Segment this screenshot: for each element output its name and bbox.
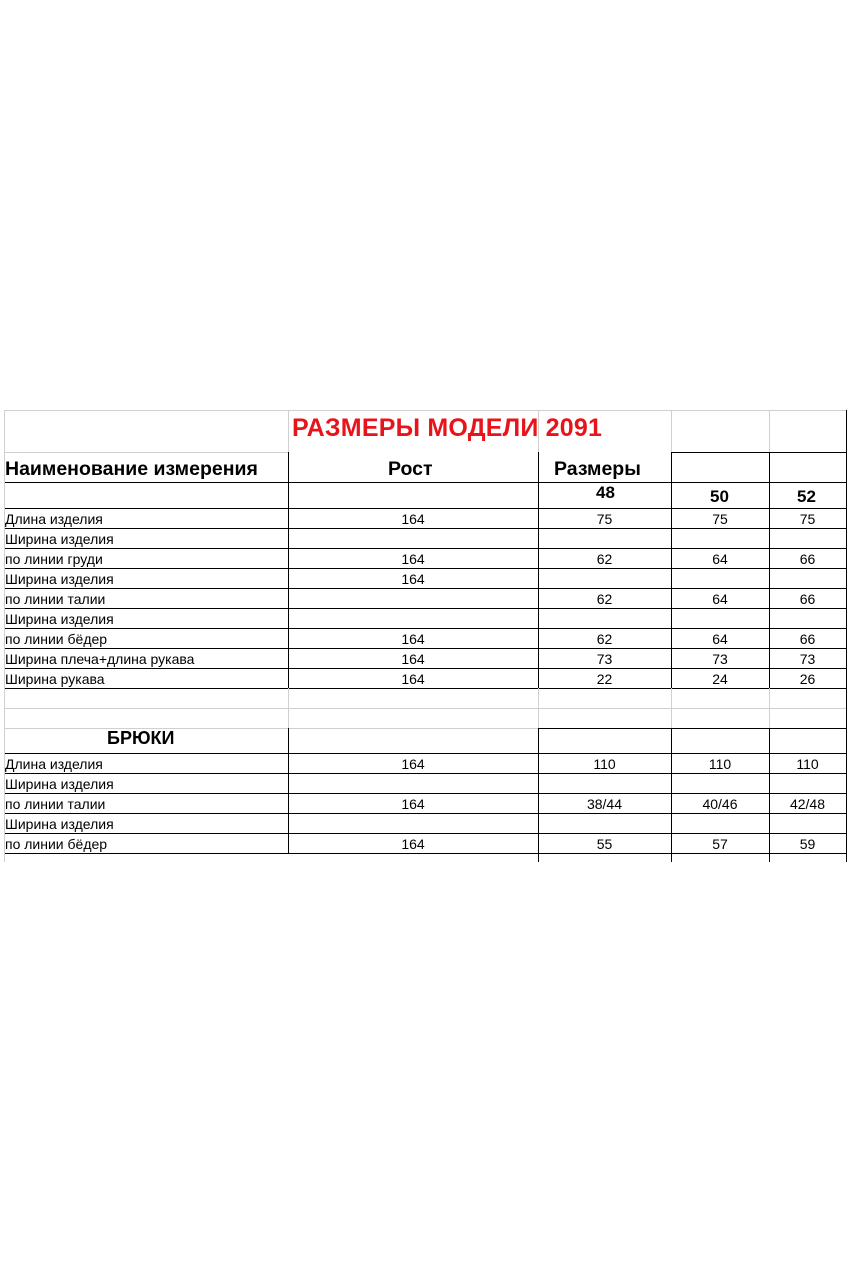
measure-cell-name: Ширина изделия bbox=[5, 611, 114, 627]
measure-cell-s48: 73 bbox=[596, 651, 613, 667]
pants-cell-s48: 55 bbox=[596, 836, 613, 852]
grid-line bbox=[4, 528, 846, 529]
pants-cell-s50 bbox=[671, 773, 769, 793]
pants-row bbox=[4, 793, 846, 813]
measure-row bbox=[4, 548, 846, 568]
grid-line bbox=[4, 548, 846, 549]
grid-line bbox=[4, 410, 5, 862]
grid-line bbox=[288, 688, 289, 728]
grid-line bbox=[288, 452, 289, 688]
measure-cell-height: 164 bbox=[401, 551, 425, 567]
grid-line bbox=[769, 452, 770, 688]
sizes-header: Размеры bbox=[554, 458, 641, 480]
measure-row bbox=[4, 588, 846, 608]
measure-cell-s48: 62 bbox=[596, 591, 613, 607]
pants-cell-s48 bbox=[538, 813, 671, 833]
measure-cell-s48: 62 bbox=[596, 551, 613, 567]
pants-cell-name: Ширина изделия bbox=[5, 816, 114, 832]
size-50: 50 bbox=[710, 487, 729, 506]
grid-line bbox=[4, 568, 846, 569]
pants-cell-s50 bbox=[671, 813, 769, 833]
measure-cell-height bbox=[288, 528, 538, 548]
pants-cell-s48: 110 bbox=[593, 756, 616, 772]
measure-cell-s52: 66 bbox=[799, 551, 816, 567]
grid-line bbox=[4, 588, 846, 589]
measure-row bbox=[4, 528, 846, 548]
measure-cell-s50: 73 bbox=[712, 651, 728, 667]
measure-cell-s48: 22 bbox=[596, 671, 613, 687]
grid-line bbox=[538, 688, 539, 728]
measure-cell-name: по линии груди bbox=[5, 551, 103, 567]
grid-line bbox=[846, 410, 847, 862]
pants-cell-name: Ширина изделия bbox=[5, 776, 114, 792]
pants-cell-height bbox=[288, 773, 538, 793]
measure-cell-s48 bbox=[538, 608, 671, 628]
grid-line bbox=[4, 753, 846, 754]
measure-cell-s52: 73 bbox=[799, 651, 816, 667]
grid-line bbox=[671, 688, 672, 728]
pants-row bbox=[4, 753, 846, 773]
pants-row bbox=[4, 773, 846, 793]
measure-cell-height: 164 bbox=[401, 511, 425, 527]
grid-line bbox=[4, 773, 846, 774]
measure-cell-s50: 64 bbox=[712, 591, 728, 607]
grid-line bbox=[4, 648, 846, 649]
grid-line bbox=[4, 793, 846, 794]
grid-line bbox=[288, 410, 289, 452]
measure-cell-name: по линии бёдер bbox=[5, 631, 108, 647]
measure-row bbox=[4, 568, 846, 588]
measure-cell-height bbox=[288, 608, 538, 628]
size-numbers-row bbox=[4, 482, 846, 508]
grid-line bbox=[4, 688, 846, 689]
table-title: РАЗМЕРЫ МОДЕЛИ 2091 bbox=[292, 414, 603, 442]
grid-line bbox=[671, 452, 846, 453]
pants-cell-s50: 110 bbox=[708, 756, 732, 772]
grid-line bbox=[538, 728, 846, 729]
measure-row bbox=[4, 608, 846, 628]
measure-cell-name: Ширина изделия bbox=[5, 531, 114, 547]
pants-cell-s48 bbox=[538, 773, 671, 793]
measure-cell-s52 bbox=[769, 528, 846, 548]
measure-row bbox=[4, 668, 846, 688]
pants-cell-height: 164 bbox=[401, 796, 425, 812]
measure-cell-s50: 64 bbox=[712, 551, 728, 567]
grid-line bbox=[538, 728, 539, 862]
pants-cell-s52: 110 bbox=[796, 756, 819, 772]
pants-cell-s52 bbox=[769, 773, 846, 793]
pants-cell-s50: 40/46 bbox=[702, 796, 738, 812]
grid-line bbox=[4, 608, 846, 609]
pants-cell-s52: 42/48 bbox=[789, 796, 826, 812]
grid-line bbox=[4, 708, 846, 709]
size-table bbox=[4, 410, 846, 862]
grid-line bbox=[4, 410, 846, 411]
pants-cell-name: по линии талии bbox=[5, 796, 106, 812]
measure-cell-s52: 66 bbox=[799, 631, 816, 647]
measure-cell-s52 bbox=[769, 608, 846, 628]
grid-line bbox=[4, 853, 846, 854]
grid-line bbox=[538, 410, 539, 452]
measure-cell-s52: 75 bbox=[799, 511, 816, 527]
measure-header: Наименование измерения bbox=[5, 458, 258, 480]
size-52: 52 bbox=[797, 487, 816, 506]
measure-cell-s50: 75 bbox=[712, 511, 728, 527]
grid-line bbox=[769, 688, 770, 728]
pants-cell-s50: 57 bbox=[712, 836, 728, 852]
grid-line bbox=[4, 813, 846, 814]
measure-cell-height: 164 bbox=[401, 651, 425, 667]
grid-line bbox=[4, 452, 288, 453]
measure-row bbox=[4, 628, 846, 648]
header-row bbox=[4, 452, 846, 482]
grid-line bbox=[671, 452, 672, 688]
grid-line bbox=[4, 668, 846, 669]
grid-line bbox=[4, 482, 846, 483]
measure-cell-s50 bbox=[671, 608, 769, 628]
pants-cell-height bbox=[288, 813, 538, 833]
measure-row bbox=[4, 508, 846, 528]
measure-cell-s50: 64 bbox=[712, 631, 728, 647]
measure-cell-name: по линии талии bbox=[5, 591, 106, 607]
measure-cell-s52 bbox=[769, 568, 846, 588]
measure-cell-height: 164 bbox=[401, 571, 425, 587]
grid-line bbox=[769, 728, 770, 862]
measure-cell-height bbox=[288, 588, 538, 608]
measure-cell-name: Ширина изделия bbox=[5, 571, 114, 587]
measure-cell-height: 164 bbox=[401, 671, 425, 687]
pants-cell-s52 bbox=[769, 813, 846, 833]
measure-cell-s52: 26 bbox=[799, 671, 816, 687]
pants-row bbox=[4, 813, 846, 833]
measure-row bbox=[4, 648, 846, 668]
measure-cell-s48: 62 bbox=[596, 631, 613, 647]
grid-line bbox=[4, 728, 538, 729]
pants-cell-name: Длина изделия bbox=[5, 756, 103, 772]
measure-cell-s52: 66 bbox=[799, 591, 816, 607]
pants-cell-height: 164 bbox=[401, 836, 425, 852]
grid-line bbox=[4, 628, 846, 629]
grid-line bbox=[671, 410, 672, 452]
measure-cell-s50: 24 bbox=[712, 671, 728, 687]
grid-line bbox=[538, 452, 539, 688]
height-header: Рост bbox=[388, 458, 433, 480]
measure-cell-height: 164 bbox=[401, 631, 425, 647]
measure-cell-s48 bbox=[538, 568, 671, 588]
pants-cell-name: по линии бёдер bbox=[5, 836, 108, 852]
grid-line bbox=[671, 728, 672, 862]
pants-cell-s52: 59 bbox=[799, 836, 816, 852]
measure-cell-s50 bbox=[671, 528, 769, 548]
measure-cell-s50 bbox=[671, 568, 769, 588]
measure-cell-s48 bbox=[538, 528, 671, 548]
measure-cell-s48: 75 bbox=[596, 511, 613, 527]
grid-line bbox=[769, 410, 770, 452]
grid-line bbox=[4, 833, 846, 834]
pants-row bbox=[4, 833, 846, 853]
pants-section-label: БРЮКИ bbox=[107, 728, 175, 748]
size-48: 48 bbox=[596, 483, 615, 502]
measure-cell-name: Ширина плеча+длина рукава bbox=[5, 651, 195, 667]
pants-cell-s48: 38/44 bbox=[586, 796, 623, 812]
measure-cell-name: Ширина рукава bbox=[5, 671, 105, 687]
grid-line bbox=[288, 728, 289, 853]
grid-line bbox=[4, 508, 846, 509]
measure-cell-name: Длина изделия bbox=[5, 511, 103, 527]
pants-cell-height: 164 bbox=[401, 756, 425, 772]
